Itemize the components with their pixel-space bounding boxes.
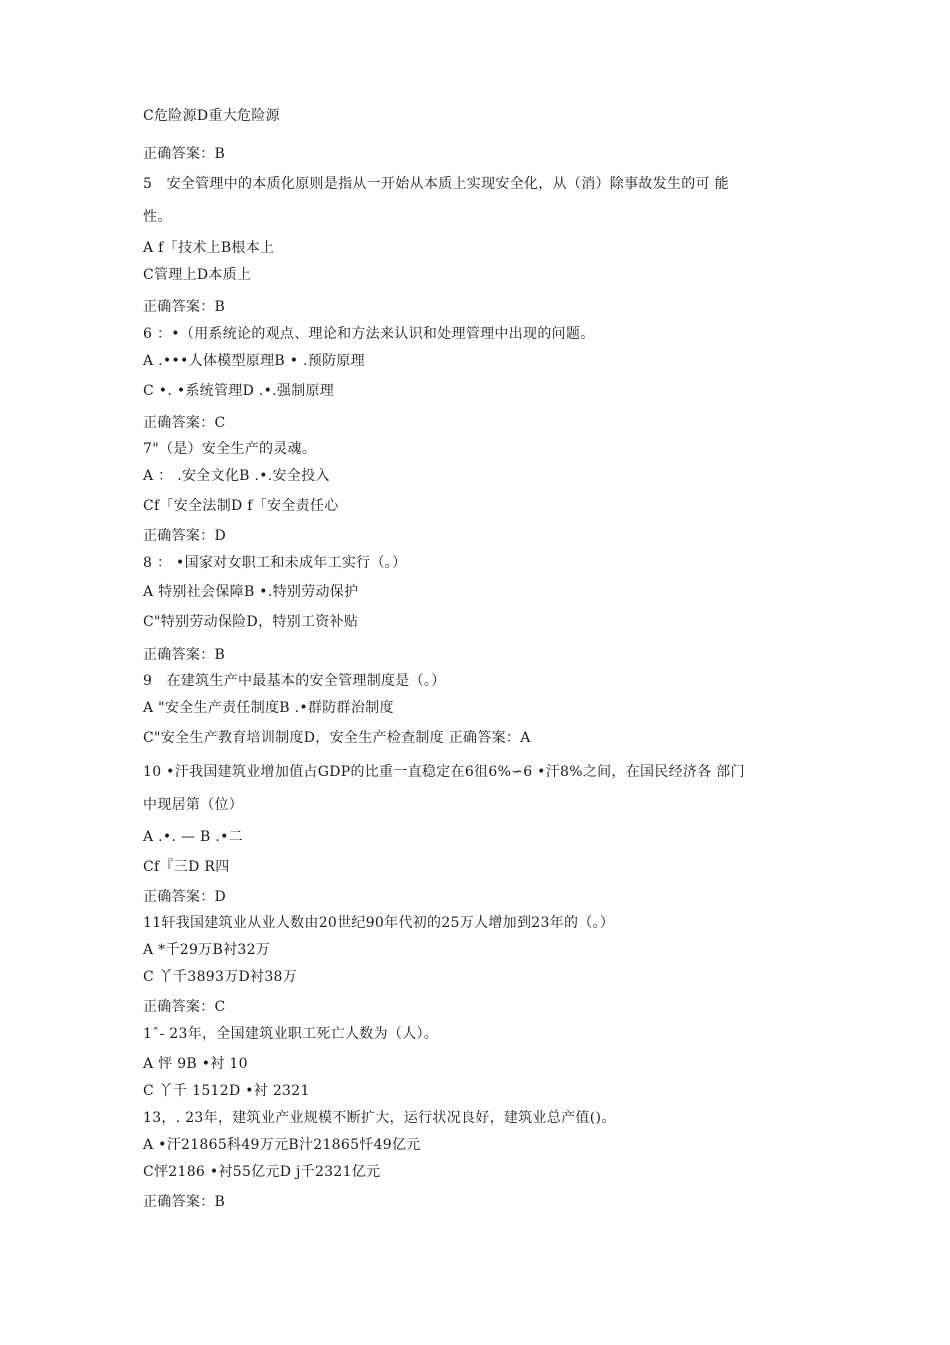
question-line: 9 在建筑生产中最基本的安全管理制度是（。）: [143, 673, 446, 689]
answer-line: 正确答案：D: [143, 528, 227, 544]
question-line: 5 安全管理中的本质化原则是指从一开始从本质上实现安全化，从（消）除事故发生的可 能: [143, 176, 729, 192]
option-line: C 丫千 1512D •衬 2321: [143, 1083, 310, 1099]
question-line: 8 ： •国家对女职工和未成年工实行（。）: [143, 555, 407, 571]
answer-line: 正确答案：B: [143, 299, 226, 315]
option-line: Cf『三D R四: [143, 859, 230, 875]
option-line: A .•••人体模型原理B • .预防原理: [143, 353, 365, 369]
option-line: A •汗21865科49万元B汁21865忏49亿元: [143, 1137, 421, 1153]
answer-line: 正确答案：B: [143, 647, 226, 663]
text-line: 中现居第（位）: [143, 797, 244, 813]
option-line: A f「技术上B根本上: [143, 240, 275, 256]
option-line: A *千29万B衬32万: [143, 942, 271, 958]
question-line: 1ˆ- 23年，全国建筑业职工死亡人数为（人）。: [143, 1026, 439, 1042]
option-line: A .•. — B .•二: [143, 829, 243, 845]
option-line: A ： .安全文化B .•.安全投入: [143, 468, 330, 484]
option-line: A 怦 9B •衬 10: [143, 1056, 248, 1072]
answer-line: 正确答案：B: [143, 146, 226, 162]
option-line: C 丫千3893万D衬38万: [143, 969, 298, 985]
option-line: Cf「安全法制D f「安全责任心: [143, 498, 339, 514]
question-line: 6 ：•（用系统论的观点、理论和方法来认识和处理管理中出现的问题。: [143, 326, 595, 342]
option-line: C"特别劳动保险D，特别工资补贴: [143, 614, 359, 630]
question-line: 7"（是）安全生产的灵魂。: [143, 441, 317, 457]
question-line: 13，. 23年，建筑业产业规模不断扩大，运行状况良好，建筑业总产值()。: [143, 1110, 616, 1126]
question-line: 11轩我国建筑业从业人数由20世纪90年代初的25万人增加到23年的（。）: [143, 915, 615, 931]
answer-line: 正确答案：C: [143, 415, 226, 431]
option-line: C管理上D本质上: [143, 267, 252, 283]
option-line: A "安全生产责任制度B .•群防群治制度: [143, 700, 394, 716]
option-line: C怦2186 •衬55亿元D j千2321亿元: [143, 1164, 381, 1180]
text-line: 性。: [143, 209, 172, 225]
answer-line: 正确答案：D: [143, 889, 227, 905]
answer-line: 正确答案：B: [143, 1194, 226, 1210]
answer-line: 正确答案：C: [143, 999, 226, 1015]
option-line: C •. •系统管理D .•.强制原理: [143, 383, 335, 399]
text-line: C危险源D重大危险源: [143, 108, 280, 124]
option-line: C"安全生产教育培训制度D，安全生产检查制度 正确答案：A: [143, 730, 531, 746]
question-line: 10 •汗我国建筑业增加值占GDP的比重一直稳定在6徂6%∽6 •汗8%之间，在国民经济各 部门: [143, 764, 745, 780]
option-line: A 特别社会保障B •.特别劳动保护: [143, 584, 359, 600]
